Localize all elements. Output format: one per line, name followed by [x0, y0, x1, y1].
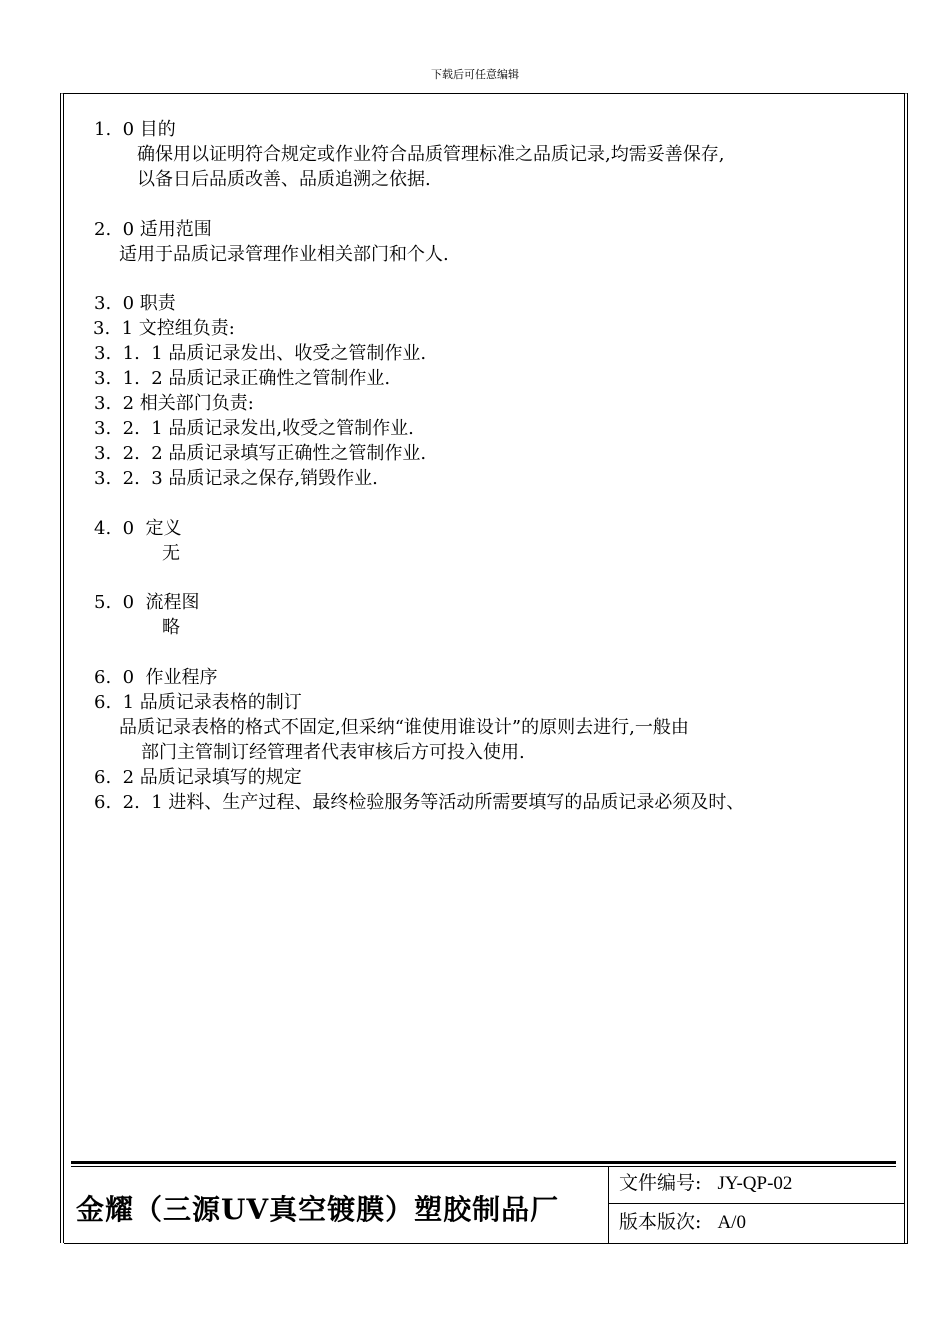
section-3-heading: 3. 0 职责	[94, 293, 176, 314]
section-6-heading: 6. 0 作业程序	[94, 667, 218, 688]
header-note: 下载后可任意编辑	[431, 68, 519, 81]
section-3-item: 3. 1 文控组负责:	[93, 318, 235, 339]
document-number	[619, 1168, 792, 1199]
section-4-heading: 4. 0 定义	[94, 518, 182, 539]
section-3-item: 3. 1. 2 品质记录正确性之管制作业.	[94, 368, 391, 389]
footer-bottom-border	[64, 1243, 908, 1244]
section-1-text: 以备日后品质改善、品质追溯之依据.	[137, 169, 431, 190]
section-5-text: 略	[162, 617, 180, 638]
section-6-text: 品质记录表格的格式不固定,但采纳“谁使用谁设计”的原则去进行,一般由	[119, 717, 689, 738]
section-3-item: 3. 1. 1 品质记录发出、收受之管制作业.	[94, 343, 427, 364]
section-3-item: 3. 2 相关部门负责:	[94, 393, 254, 414]
version-label: 版本版次:	[619, 1211, 702, 1233]
section-1-heading: 1. 0 目的	[94, 119, 176, 140]
section-6-item: 6. 2. 1 进料、生产过程、最终检验服务等活动所需要填写的品质记录必须及时、	[94, 792, 745, 813]
meta-divider	[609, 1203, 905, 1204]
version-value: A/0	[717, 1212, 746, 1233]
section-4-text: 无	[162, 543, 180, 564]
document-meta-box	[608, 1166, 904, 1243]
footer-divider	[71, 1161, 896, 1164]
section-3-item: 3. 2. 2 品质记录填写正确性之管制作业.	[94, 443, 427, 464]
section-3-item: 3. 2. 1 品质记录发出,收受之管制作业.	[94, 418, 414, 439]
section-6-item: 6. 2 品质记录填写的规定	[94, 767, 302, 788]
version	[619, 1207, 746, 1238]
section-1-text: 确保用以证明符合规定或作业符合品质管理标准之品质记录,均需妥善保存,	[137, 144, 725, 165]
section-2-text: 适用于品质记录管理作业相关部门和个人.	[119, 244, 449, 265]
document-number-label: 文件编号:	[619, 1172, 702, 1194]
company-name: 金耀（三源UV真空镀膜）塑胶制品厂	[76, 1193, 560, 1226]
section-3-item: 3. 2. 3 品质记录之保存,销毁作业.	[94, 468, 378, 489]
document-number-value: JY-QP-02	[717, 1173, 793, 1194]
section-6-item: 6. 1 品质记录表格的制订	[94, 692, 302, 713]
section-2-heading: 2. 0 适用范围	[94, 219, 212, 240]
section-5-heading: 5. 0 流程图	[94, 592, 200, 613]
section-6-text: 部门主管制订经管理者代表审核后方可投入使用.	[141, 742, 525, 763]
